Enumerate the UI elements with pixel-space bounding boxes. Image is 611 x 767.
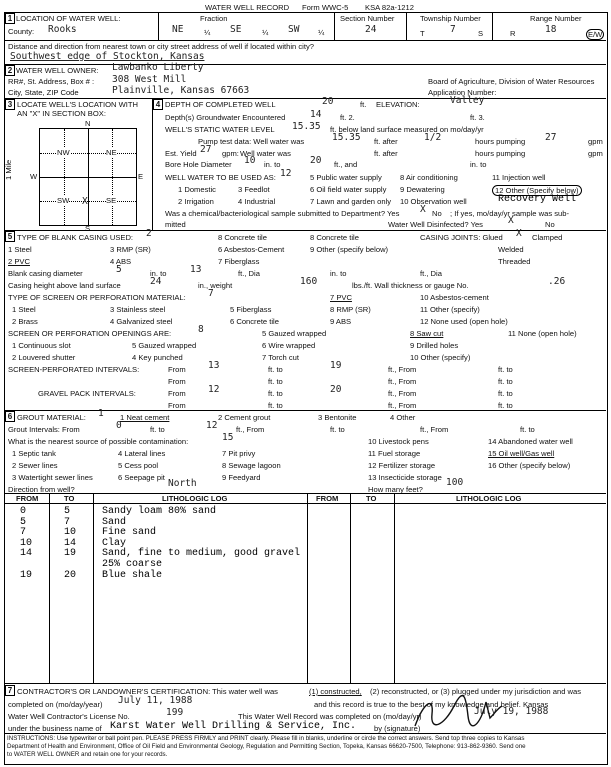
log-header-to: TO (64, 494, 75, 503)
grout-4[interactable]: 4 Other (390, 413, 416, 422)
divider (4, 410, 606, 411)
elevation-value[interactable]: Valley (450, 95, 485, 106)
height-value[interactable]: 24 (150, 276, 162, 287)
application-label: Application Number: (428, 88, 497, 97)
diameter-label: Blank casing diameter (8, 269, 83, 278)
grout-1[interactable]: 1 Neat cement (120, 413, 170, 422)
est-yield-label: Est. Yield (165, 149, 197, 158)
fraction-1[interactable]: NE (172, 24, 184, 35)
clamped-label: Clamped (532, 233, 563, 242)
divider (40, 201, 136, 202)
gpm-value[interactable]: 27 (545, 132, 557, 143)
opening-10[interactable]: 10 Other (specify) (410, 353, 471, 362)
log-row-from[interactable]: 0 (20, 506, 27, 517)
divider (4, 40, 606, 41)
casing-7[interactable]: 7 Fiberglass (218, 257, 260, 266)
opening-2[interactable]: 2 Louvered shutter (12, 353, 76, 362)
business-label: under the business name of (8, 724, 102, 733)
screen-6[interactable]: 6 Concrete tile (230, 317, 279, 326)
after-label-2: ft. after (374, 149, 398, 158)
quarter-mark: ¼ (318, 28, 325, 37)
contam-2[interactable]: 2 Sewer lines (12, 461, 58, 470)
gravel-ft-to-2: ft. to (498, 401, 513, 410)
weight-value[interactable]: 160 (300, 276, 318, 287)
divider (4, 64, 606, 65)
joints-mark[interactable]: X (516, 228, 522, 239)
welded-label: Welded (498, 245, 524, 254)
grout-ft-from: ft., From (236, 425, 265, 434)
quarter-mark: ¼ (262, 28, 269, 37)
fraction-label: Fraction (200, 14, 228, 23)
business-value[interactable]: Karst Water Well Drilling & Service, Inc. (110, 721, 357, 732)
depth-label: DEPTH OF COMPLETED WELL (165, 100, 276, 109)
mitted-label: mitted (165, 220, 186, 229)
log-row-from[interactable]: 14 (20, 548, 33, 560)
log-row-description[interactable]: Clay (102, 537, 127, 549)
log-row-to[interactable]: 10 (64, 527, 77, 539)
opening-3[interactable]: 5 Gauzed wrapped (132, 341, 197, 350)
screen-7[interactable]: 7 PVC (330, 293, 352, 302)
gpm-short: gpm: (222, 149, 239, 158)
perf-to-label-2: ft. to (268, 377, 283, 386)
screen-3[interactable]: 3 Stainless steel (110, 305, 166, 314)
log-row-description[interactable]: Sand, fine to medium, good gravel (102, 548, 301, 560)
cert-line1a: CONTRACTOR'S OR LANDOWNER'S CERTIFICATION: This water well was (17, 687, 278, 696)
screen-8[interactable]: 8 RMP (SR) (330, 305, 371, 314)
county-label: County: (8, 27, 35, 36)
perf-from-label-2: From (168, 377, 186, 386)
grout-intervals-label: Grout Intervals: From (8, 425, 80, 434)
address-label: RR#, St. Address, Box # : (8, 77, 95, 86)
log-row-to[interactable]: 5 (64, 506, 71, 517)
quadrant-sw: SW (57, 196, 70, 205)
log-row-to[interactable]: 7 (64, 516, 71, 528)
casing-4[interactable]: 4 ABS (110, 257, 132, 266)
form-statute: KSA 82a-1212 (365, 3, 414, 12)
divider (93, 493, 94, 683)
compass-w: W (30, 172, 38, 181)
hours-pumping: hours pumping (475, 137, 526, 146)
casing-label: TYPE OF BLANK CASING USED: (17, 233, 134, 242)
divider (158, 12, 159, 40)
contam-4[interactable]: 4 Lateral lines (118, 449, 166, 458)
grout-ft-to-3: ft. to (520, 425, 535, 434)
license-value[interactable]: 199 (166, 707, 184, 718)
contam-value[interactable]: 15 (222, 432, 234, 443)
casing-5[interactable]: 8 Concrete tile (218, 233, 267, 242)
fraction-2[interactable]: SE (230, 24, 242, 35)
contam-9[interactable]: 9 Feedyard (222, 473, 261, 482)
log-row-from[interactable]: 5 (20, 516, 27, 528)
instructions-3: to WATER WELL OWNER and retain one for your records. (7, 751, 168, 758)
range-label: Range Number (530, 14, 582, 23)
opening-7[interactable]: 7 Torch cut (262, 353, 300, 362)
height-label: Casing height above land surface (8, 281, 121, 290)
grout-ft-to: ft. to (150, 425, 165, 434)
direction-value[interactable]: North (168, 478, 197, 489)
contam-10[interactable]: 10 Livestock pens (368, 437, 429, 446)
screen-label: TYPE OF SCREEN OR PERFORATION MATERIAL: (8, 293, 186, 302)
casing-1[interactable]: 1 Steel (8, 245, 32, 254)
use-9[interactable]: 9 Dewatering (400, 185, 445, 194)
divider (152, 98, 153, 230)
range-r: R (510, 29, 516, 38)
use-label: WELL WATER TO BE USED AS: (165, 173, 276, 182)
perf-ft-to: ft. to (498, 365, 513, 374)
log-row-to[interactable]: 19 (64, 548, 77, 560)
lbs-label: lbs./ft. Wall thickness or gauge No. (352, 281, 469, 290)
township-value[interactable]: 7 (450, 24, 456, 35)
chem-suffix: ; If yes, mo/day/yr sample was sub- (450, 209, 570, 218)
form-number: Form WWC-5 (302, 3, 349, 12)
other-use-value[interactable]: Recovery Well (498, 194, 577, 205)
groundwater-label: Depth(s) Groundwater Encountered (165, 113, 286, 122)
disinfected-mark[interactable]: X (508, 215, 514, 226)
grout-ft-to-2: ft. to (330, 425, 345, 434)
static-value[interactable]: 15.35 (292, 121, 321, 132)
contam-16[interactable]: 16 Other (specify below) (488, 461, 571, 470)
diameter-dia: ft., Dia (238, 269, 260, 278)
use-7[interactable]: 7 Lawn and garden only (310, 197, 392, 206)
grout-to-value[interactable]: 12 (206, 420, 218, 431)
screen-9[interactable]: 9 ABS (330, 317, 352, 326)
depth-value[interactable]: 20 (322, 96, 334, 107)
est-yield-value[interactable]: 27 (200, 144, 212, 155)
county-value[interactable]: Rooks (48, 24, 77, 35)
divider (394, 493, 395, 683)
log-header-to-2: TO (366, 494, 377, 503)
quadrant-ne: NE (106, 148, 117, 157)
casing-8[interactable]: 8 Concrete tile (310, 233, 359, 242)
log-row-description[interactable]: 25% coarse (102, 559, 163, 570)
gravel-from-label-2: From (168, 401, 186, 410)
log-row-description[interactable]: Fine sand (102, 527, 157, 539)
screen-1[interactable]: 1 Steel (12, 305, 36, 314)
static-suffix: ft. below land surface measured on mo/day/yr (330, 125, 484, 134)
bore-in-to-2: in. to (470, 160, 487, 169)
form-title: WATER WELL RECORD (205, 3, 290, 12)
chem-label: Was a chemical/bacteriological sample submitted to Department? Yes (165, 209, 400, 218)
use-4[interactable]: 4 Industrial (238, 197, 276, 206)
section-5-number: 5 (5, 231, 15, 242)
instructions-1: INSTRUCTIONS: Use typewriter or ball point pen. PLEASE PRESS FIRMLY and PRINT clearly. Please fill in blanks, underline or circle the correct answers. Send top three copies to Kansas (7, 735, 525, 742)
perf-from-label: From (168, 365, 186, 374)
opening-1[interactable]: 1 Continuous slot (12, 341, 71, 350)
after-label: ft. after (374, 137, 398, 146)
contam-3[interactable]: 3 Watertight sewer lines (12, 473, 93, 482)
quadrant-nw: NW (57, 148, 70, 157)
opening-5[interactable]: 5 Gauzed wrapped (262, 329, 327, 338)
gravel-label: GRAVEL PACK INTERVALS: (38, 389, 136, 398)
hours-pumping-2: hours pumping (475, 149, 526, 158)
instructions-2: Department of Health and Environment, Office of Oil Field and Environmental Geology, Regulation and Permitting Section, Topeka, Kansas 66620-7500, Telephone: 913-862-9360. Send one (7, 743, 526, 750)
screen-value[interactable]: 7 (208, 288, 214, 299)
divider (350, 493, 351, 683)
divider (49, 493, 50, 683)
grout-3[interactable]: 3 Bentonite (318, 413, 357, 422)
section-1-number: 1 (5, 13, 15, 24)
signature-scribble[interactable] (410, 692, 505, 732)
joints-label: CASING JOINTS: Glued (420, 233, 503, 242)
divider (4, 683, 606, 684)
section-6-number: 6 (5, 411, 15, 422)
city-value[interactable]: Plainville, Kansas 67663 (112, 85, 250, 96)
use-value[interactable]: 12 (280, 168, 292, 179)
screen-4[interactable]: 4 Galvanized steel (110, 317, 173, 326)
opening-11[interactable]: 11 None (open hole) (508, 329, 577, 338)
weight-label: in., weight (198, 281, 233, 290)
quadrant-se: SE (106, 196, 117, 205)
gravel-from-label: From (168, 389, 186, 398)
section-box[interactable] (39, 128, 137, 226)
locate-title-2: AN "X" IN SECTION BOX: (17, 109, 106, 118)
distance-value[interactable]: Southwest edge of Stockton, Kansas (10, 51, 205, 62)
township-t: T (420, 29, 425, 38)
perf-ft-from: ft., From (388, 365, 417, 374)
chem-mark[interactable]: X (420, 204, 426, 215)
opening-6[interactable]: 6 Wire wrapped (262, 341, 316, 350)
log-header-lith: LITHOLOGIC LOG (162, 494, 228, 503)
contam-13[interactable]: 13 Insecticide storage (368, 473, 442, 482)
screen-2[interactable]: 2 Brass (12, 317, 38, 326)
mile-label: 1 Mile (4, 159, 13, 180)
divider (406, 12, 407, 40)
diameter-value[interactable]: 5 (116, 264, 122, 275)
contam-12[interactable]: 12 Fertilizer storage (368, 461, 436, 470)
grout-2[interactable]: 2 Cement grout (218, 413, 271, 422)
casing-3[interactable]: 3 RMP (SR) (110, 245, 151, 254)
gravel-ft-to: ft. to (498, 389, 513, 398)
compass-s: S (85, 224, 91, 233)
log-row-from[interactable]: 7 (20, 527, 27, 539)
direction-label: Direction from well? (8, 485, 75, 494)
pump-label-2: Well water was (240, 149, 291, 158)
perf-from-value[interactable]: 13 (208, 360, 220, 371)
depth-ft: ft. (360, 100, 367, 109)
divider (40, 153, 136, 154)
use-11[interactable]: 11 Injection well (492, 173, 546, 182)
log-header-from-2: FROM (316, 494, 339, 503)
use-2[interactable]: 2 Irrigation (178, 197, 214, 206)
section-number-label: Section Number (340, 14, 395, 23)
license-label: Water Well Contractor's License No. (8, 712, 130, 721)
log-header-from: FROM (16, 494, 39, 503)
bore-in-to: in. to (264, 160, 281, 169)
section-3-number: 3 (5, 99, 15, 110)
bore-label: Bore Hole Diameter (165, 160, 232, 169)
divider (4, 733, 606, 734)
bore-to-value[interactable]: 20 (310, 155, 322, 166)
opening-8[interactable]: 8 Saw cut (410, 329, 444, 338)
board-label: Board of Agriculture, Division of Water Resources (428, 77, 595, 86)
contam-6[interactable]: 6 Seepage pit (118, 473, 165, 482)
diameter-dia-2: ft., Dia (420, 269, 442, 278)
contam-5[interactable]: 5 Cess pool (118, 461, 159, 470)
log-row-from[interactable]: 10 (20, 537, 33, 549)
location-label: LOCATION OF WATER WELL: (16, 14, 121, 23)
perf-to-value[interactable]: 19 (330, 360, 342, 371)
divider (4, 503, 606, 504)
chem-no: No (432, 209, 442, 218)
opening-9[interactable]: 9 Drilled holes (410, 341, 459, 350)
log-row-from[interactable]: 19 (20, 569, 33, 581)
section-2-number: 2 (5, 65, 15, 76)
record-label: This Water Well Record was completed on (mo/day/yr) (238, 712, 422, 721)
groundwater-ft: ft. 2. (340, 113, 355, 122)
divider (4, 98, 606, 99)
contam-8[interactable]: 8 Sewage lagoon (222, 461, 281, 470)
city-label: City, State, ZIP Code (8, 88, 79, 97)
contam-label: What is the nearest source of possible contamination: (8, 437, 189, 446)
after-value[interactable]: 1/2 (424, 132, 442, 143)
use-10[interactable]: 10 Observation well (400, 197, 467, 206)
contam-14[interactable]: 14 Abandoned water well (488, 437, 573, 446)
log-header-lith-2: LITHOLOGIC LOG (456, 494, 522, 503)
divider (64, 129, 65, 225)
use-6[interactable]: 6 Oil field water supply (310, 185, 387, 194)
use-5[interactable]: 5 Public water supply (310, 173, 382, 182)
perf-to-label: ft. to (268, 365, 283, 374)
cert-line2b: and this record is true to the best of my knowledge and belief. Kansas (314, 700, 549, 709)
howmany-value[interactable]: 100 (446, 477, 464, 488)
gpm-label: gpm (588, 137, 603, 146)
opening-4[interactable]: 4 Key punched (132, 353, 183, 362)
diameter-in-to-2: in. to (330, 269, 347, 278)
screen-11[interactable]: 11 Other (specify) (420, 305, 480, 314)
gravel-to-label-2: ft. to (268, 401, 283, 410)
log-row-description[interactable]: Sand (102, 516, 127, 528)
section-number-value[interactable]: 24 (365, 24, 377, 35)
log-row-description[interactable]: Blue shale (102, 569, 163, 581)
grout-ft-from-2: ft., From (420, 425, 449, 434)
divider (307, 493, 308, 683)
quarter-mark: ¼ (204, 28, 211, 37)
casing-9[interactable]: 9 Other (specify below) (310, 245, 389, 254)
bore-and: ft., and (334, 160, 358, 169)
range-value[interactable]: 18 (545, 24, 557, 35)
grout-from-value[interactable]: 0 (116, 420, 122, 431)
diameter-in-to: in. to (150, 269, 167, 278)
compass-n: N (85, 119, 91, 128)
contam-1[interactable]: 1 Septic tank (12, 449, 56, 458)
grout-value[interactable]: 1 (98, 408, 104, 419)
township-s: S (478, 29, 484, 38)
completed-value[interactable]: July 11, 1988 (118, 695, 193, 706)
log-row-to[interactable]: 14 (64, 537, 77, 549)
perf-ft-to-2: ft. to (498, 377, 513, 386)
contam-7[interactable]: 7 Pit privy (222, 449, 256, 458)
grout-label: GROUT MATERIAL: (17, 413, 86, 422)
groundwater-ft: ft. 3. (470, 113, 485, 122)
range-ew-circle[interactable]: E/W (588, 30, 603, 39)
record-value[interactable]: July 19, 1988 (474, 706, 549, 717)
gravel-ft-from-2: ft., From (388, 401, 417, 410)
howmany-label: How many feet? (368, 485, 423, 494)
divider (40, 177, 136, 178)
bore-value[interactable]: 10 (244, 155, 256, 166)
contam-15[interactable]: 15 Oil well/Gas well (488, 449, 555, 458)
gravel-from-value[interactable]: 12 (208, 384, 220, 395)
constructed-option[interactable]: (1) constructed, (309, 687, 362, 696)
screen-10[interactable]: 10 Asbestos-cement (420, 293, 489, 302)
log-row-description[interactable]: Sandy loam 80% sand (102, 506, 217, 517)
log-row-to[interactable]: 20 (64, 569, 77, 581)
perf-ft-from-2: ft., From (388, 377, 417, 386)
diameter-to-value[interactable]: 13 (190, 264, 202, 275)
gravel-ft-from: ft., From (388, 389, 417, 398)
casing-6[interactable]: 6 Asbestos-Cement (218, 245, 285, 254)
pump-label: Pump test data: Well water was (198, 137, 305, 146)
section-4-number: 4 (153, 99, 163, 110)
groundwater-1[interactable]: 14 (310, 109, 322, 120)
openings-value[interactable]: 8 (198, 324, 204, 335)
static-label: WELL'S STATIC WATER LEVEL (165, 125, 275, 134)
use-8[interactable]: 8 Air conditioning (400, 173, 458, 182)
signature-label: by (signature) (374, 724, 421, 733)
gravel-to-value[interactable]: 20 (330, 384, 342, 395)
screen-12[interactable]: 12 None used (open hole) (420, 317, 508, 326)
compass-e: E (138, 172, 144, 181)
gauge-value[interactable]: .26 (548, 276, 566, 287)
divider (112, 129, 113, 225)
use-1[interactable]: 1 Domestic (178, 185, 216, 194)
cert-line1b: (2) reconstructed, or (3) plugged under my jurisdiction and was (370, 687, 582, 696)
threaded-label: Threaded (498, 257, 531, 266)
well-location-mark[interactable]: X (82, 196, 88, 207)
pump-value[interactable]: 15.35 (332, 132, 361, 143)
disinfected-label: Water Well Disinfected? Yes (388, 220, 483, 229)
distance-label: Distance and direction from nearest town or city street address of well if located within city? (8, 42, 314, 51)
locate-title-1: LOCATE WELL'S LOCATION WITH (17, 100, 138, 109)
gpm-label-2: gpm (588, 149, 603, 158)
screen-5[interactable]: 5 Fiberglass (230, 305, 272, 314)
perf-label: SCREEN-PERFORATED INTERVALS: (8, 365, 140, 374)
township-label: Township Number (420, 14, 481, 23)
casing-value[interactable]: 2 (146, 228, 152, 239)
gravel-to-label: ft. to (268, 389, 283, 398)
owner-label: WATER WELL OWNER: (16, 66, 99, 75)
casing-2[interactable]: 2 PVC (8, 257, 30, 266)
address-value[interactable]: 308 West Mill (112, 74, 187, 85)
disinfected-no: No (545, 220, 555, 229)
contam-11[interactable]: 11 Fuel storage (368, 449, 421, 458)
use-3[interactable]: 3 Feedlot (238, 185, 270, 194)
elevation-label: ELEVATION: (376, 100, 420, 109)
fraction-3[interactable]: SW (288, 24, 300, 35)
section-7-number: 7 (5, 685, 15, 696)
openings-label: SCREEN OR PERFORATION OPENINGS ARE: (8, 329, 172, 338)
divider (334, 12, 335, 40)
use-12[interactable]: 12 Other (Specify below) (492, 185, 582, 196)
completed-label: completed on (mo/day/year) (8, 700, 103, 709)
owner-value[interactable]: Lawbanko Liberty (112, 62, 204, 73)
divider (492, 12, 493, 40)
